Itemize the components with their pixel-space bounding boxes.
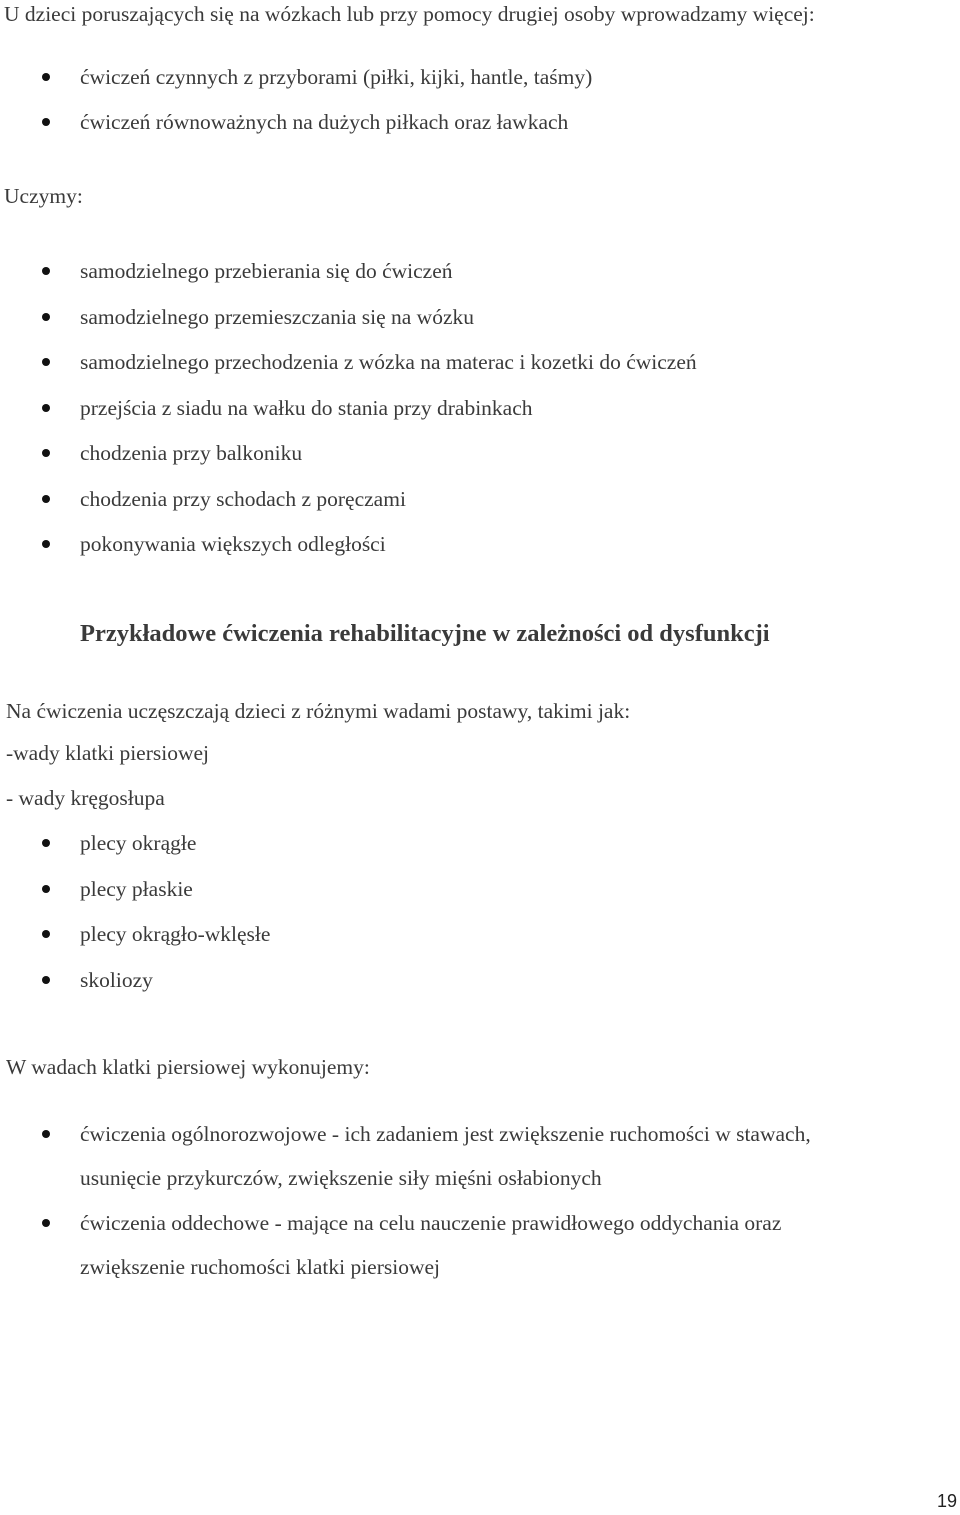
list-item <box>0 876 270 922</box>
intro-text: U dzieci poruszających się na wózkach lub przy pomocy drugiej osoby wprowadzamy więcej: <box>4 2 815 26</box>
bullet-icon <box>42 1219 50 1227</box>
bullet-icon <box>42 118 50 126</box>
bullet-icon <box>42 313 50 321</box>
teach-list <box>0 258 697 577</box>
bullet-icon <box>42 976 50 984</box>
intro-list <box>0 64 592 154</box>
list-item <box>0 109 592 154</box>
list-item-text: ćwiczeń równoważnych na dużych piłkach oraz ławkach <box>80 110 569 134</box>
list-item-text: skoliozy <box>80 967 153 992</box>
list-item <box>0 258 697 304</box>
list-item-text: samodzielnego przemieszczania się na wózku <box>80 304 474 329</box>
list-item <box>0 64 592 109</box>
list-item <box>0 486 697 532</box>
list-item <box>0 349 697 395</box>
section-heading: Przykładowe ćwiczenia rehabilitacyjne w zależności od dysfunkcji <box>80 620 770 647</box>
teach-label: Uczymy: <box>4 184 83 208</box>
list-item <box>0 1121 811 1210</box>
bullet-icon <box>42 358 50 366</box>
defects-intro: Na ćwiczenia uczęszczają dzieci z różnymi wadami postawy, takimi jak: <box>6 699 631 723</box>
list-item-text: plecy okrągło-wklęsłe <box>80 922 271 946</box>
list-item-text: chodzenia przy balkoniku <box>80 441 303 465</box>
bullet-icon <box>42 930 50 938</box>
bullet-icon <box>42 73 50 81</box>
list-item-text-continuation: usunięcie przykurczów, zwiększenie siły mięśni osłabionych <box>80 1166 602 1190</box>
bullet-icon <box>42 540 50 548</box>
bullet-icon <box>42 449 50 457</box>
list-item <box>0 395 697 441</box>
page-number: 19 <box>936 1491 957 1511</box>
bullet-icon <box>42 885 50 893</box>
list-item-text: plecy płaskie <box>80 876 193 901</box>
defect-chest: -wady klatki piersiowej <box>6 741 210 765</box>
list-item <box>0 921 270 967</box>
list-item-text: pokonywania większych odległości <box>80 532 386 556</box>
chest-intro: W wadach klatki piersiowej wykonujemy: <box>6 1055 370 1079</box>
list-item <box>0 830 270 876</box>
bullet-icon <box>42 1130 50 1138</box>
list-item-text: ćwiczenia ogólnorozwojowe - ich zadaniem jest zwiększenie ruchomości w stawach, <box>80 1122 811 1146</box>
list-item-text-continuation: zwiększenie ruchomości klatki piersiowej <box>80 1255 441 1279</box>
list-item-text: samodzielnego przebierania się do ćwiczeń <box>80 259 453 283</box>
list-item-text: ćwiczenia oddechowe - mające na celu nauczenie prawidłowego oddychania oraz <box>80 1211 782 1235</box>
bullet-icon <box>42 839 50 847</box>
list-item <box>0 304 697 350</box>
bullet-icon <box>42 404 50 412</box>
list-item-text: samodzielnego przechodzenia z wózka na materac i kozetki do ćwiczeń <box>80 350 697 374</box>
list-item <box>0 967 270 1013</box>
chest-list <box>0 1121 811 1299</box>
spine-list <box>0 830 270 1012</box>
list-item-text: ćwiczeń czynnych z przyborami (piłki, kijki, hantle, taśmy) <box>80 65 593 89</box>
list-item-text: przejścia z siadu na wałku do stania przy drabinkach <box>80 395 533 420</box>
bullet-icon <box>42 495 50 503</box>
list-item <box>0 1210 811 1299</box>
list-item <box>0 531 697 577</box>
list-item <box>0 440 697 486</box>
list-item-text: chodzenia przy schodach z poręczami <box>80 486 406 511</box>
list-item-text: plecy okrągłe <box>80 831 197 855</box>
defect-spine: - wady kręgosłupa <box>6 786 165 810</box>
bullet-icon <box>42 267 50 275</box>
